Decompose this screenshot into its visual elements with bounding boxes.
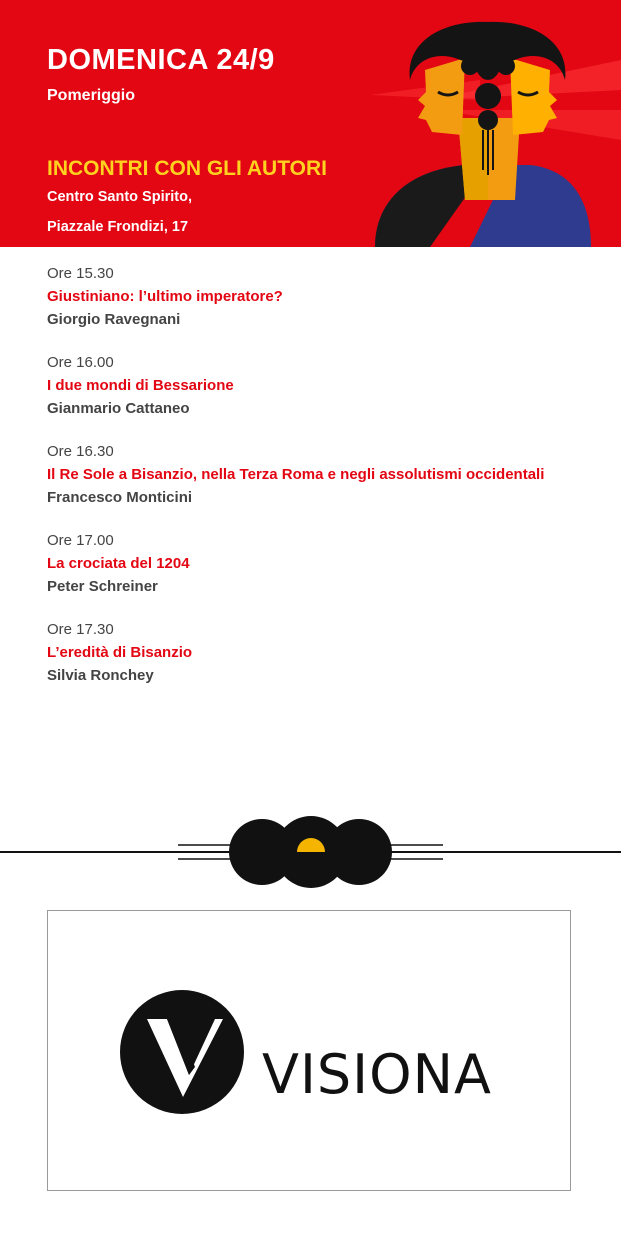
visiona-v-logo-icon (119, 989, 245, 1115)
double-face-illustration-icon (370, 0, 621, 247)
sponsor-logo-text: VISIONA (262, 1043, 492, 1106)
event-author: Gianmario Cattaneo (47, 400, 190, 417)
event-time: Ore 17.00 (47, 532, 114, 549)
event-author: Francesco Monticini (47, 489, 193, 506)
day-title: DOMENICA 24/9 (47, 44, 275, 76)
event-time: Ore 16.00 (47, 354, 114, 371)
header-banner (0, 0, 621, 247)
event-title: I due mondi di Bessarione (47, 377, 234, 394)
sponsor-logo-box (47, 910, 571, 1191)
event-author: Giorgio Ravegnani (47, 311, 181, 328)
event-title: Il Re Sole a Bisanzio, nella Terza Roma e negli assolutismi occidentali (47, 466, 545, 483)
list-item (47, 351, 587, 420)
section-title: INCONTRI CON GLI AUTORI (47, 157, 327, 180)
event-author: Peter Schreiner (47, 578, 158, 595)
list-item (47, 440, 587, 509)
event-time: Ore 17.30 (47, 621, 114, 638)
event-time: Ore 16.30 (47, 443, 114, 460)
event-title: Giustiniano: l’ultimo imperatore? (47, 288, 283, 305)
event-time: Ore 15.30 (47, 265, 114, 282)
ornamental-circles-divider-icon (0, 810, 621, 895)
venue-name: Centro Santo Spirito, (47, 189, 192, 205)
list-item (47, 529, 587, 598)
period-label: Pomeriggio (47, 87, 136, 104)
list-item (47, 618, 587, 687)
event-author: Silvia Ronchey (47, 667, 154, 684)
list-item (47, 262, 587, 331)
event-title: L’eredità di Bisanzio (47, 644, 193, 661)
schedule-list (47, 262, 587, 707)
event-title: La crociata del 1204 (47, 555, 190, 572)
venue-address: Piazzale Frondizi, 17 (47, 219, 189, 235)
